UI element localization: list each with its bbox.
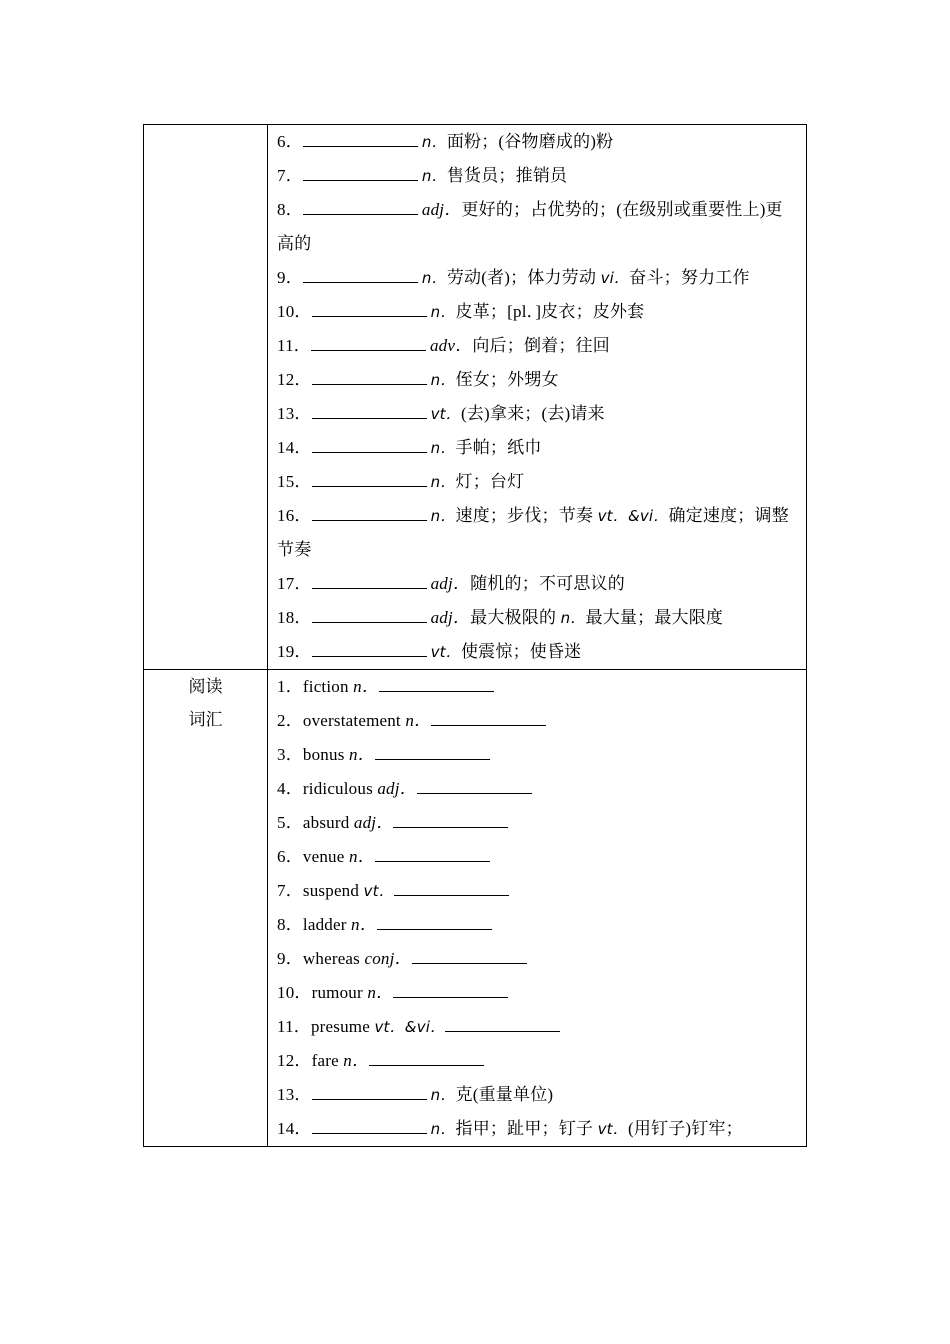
part-of-speech: n． [405, 711, 432, 730]
answer-blank[interactable] [312, 367, 427, 385]
list-item [277, 363, 796, 397]
answer-blank[interactable] [394, 878, 509, 896]
list-item [277, 635, 796, 669]
part-of-speech: n． [421, 133, 447, 151]
item-number: 8． [277, 915, 303, 934]
section-2-entries-cell [268, 670, 807, 1147]
item-number: 16． [277, 506, 312, 525]
list-item [277, 874, 796, 908]
part-of-speech: adj． [421, 200, 462, 219]
item-number: 3． [277, 745, 303, 764]
answer-blank[interactable] [312, 605, 427, 623]
item-number: 6． [277, 847, 303, 866]
answer-blank[interactable] [417, 776, 532, 794]
definition-2: 最大量；最大限度 [585, 608, 724, 627]
answer-blank[interactable] [312, 435, 427, 453]
part-of-speech: adj． [430, 574, 471, 593]
part-of-speech: n． [430, 439, 456, 457]
answer-blank[interactable] [445, 1014, 560, 1032]
vocab-word: suspend [302, 881, 360, 900]
vocab-word: ridiculous [302, 779, 373, 798]
definition: 侄女；外甥女 [455, 370, 559, 389]
vocab-word: absurd [302, 813, 350, 832]
item-number: 2． [277, 711, 303, 730]
item-number: 6． [277, 132, 303, 151]
answer-blank[interactable] [379, 674, 494, 692]
answer-blank[interactable] [431, 708, 546, 726]
part-of-speech: n． [430, 473, 456, 491]
part-of-speech: vt．&vi． [374, 1018, 446, 1036]
definition: 速度；步伐；节奏 [455, 506, 594, 525]
list-item [277, 772, 796, 806]
section-1-entries [277, 125, 796, 669]
answer-blank[interactable] [312, 503, 427, 521]
list-item [277, 1112, 796, 1146]
part-of-speech: n． [430, 303, 456, 321]
part-of-speech-2: vi． [600, 269, 630, 287]
item-number: 4． [277, 779, 303, 798]
answer-blank[interactable] [311, 333, 426, 351]
list-item [277, 670, 796, 704]
item-number: 8． [277, 200, 303, 219]
definition: 手帕；纸巾 [455, 438, 542, 457]
definition: 售货员；推销员 [446, 166, 568, 185]
answer-blank[interactable] [303, 265, 418, 283]
list-item [277, 1044, 796, 1078]
section-1-label-cell [144, 125, 268, 670]
item-number: 18． [277, 608, 312, 627]
definition: 最大极限的 [470, 608, 557, 627]
answer-blank[interactable] [375, 844, 490, 862]
vocab-word: fiction [302, 677, 349, 696]
item-number: 17． [277, 574, 312, 593]
item-number: 14． [277, 1119, 312, 1138]
list-item [277, 1078, 796, 1112]
definition: (去)拿来；(去)请来 [460, 404, 605, 423]
part-of-speech: n． [351, 915, 377, 934]
part-of-speech: n． [343, 1051, 370, 1070]
part-of-speech: adv． [429, 336, 473, 355]
answer-blank[interactable] [393, 980, 508, 998]
item-number: 9． [277, 268, 303, 287]
section-2-entries [277, 670, 796, 1146]
list-item [277, 193, 796, 261]
list-item [277, 908, 796, 942]
definition-2: 奋斗；努力工作 [629, 268, 750, 287]
part-of-speech: vt． [363, 882, 394, 900]
definition: 使震惊；使昏迷 [460, 642, 582, 661]
list-item [277, 840, 796, 874]
vocab-word: overstatement [302, 711, 401, 730]
part-of-speech: n． [421, 269, 447, 287]
list-item [277, 159, 796, 193]
part-of-speech: vt． [430, 643, 461, 661]
definition: 面粉；(谷物磨成的)粉 [446, 132, 614, 151]
definition-2: 确定速度；调整节奏 [277, 506, 789, 559]
section-label-line-2: 词汇 [188, 710, 223, 729]
list-item [277, 125, 796, 159]
definition-2: (用钉子)钉牢； [627, 1119, 743, 1138]
definition: 皮革；[pl．]皮衣；皮外套 [455, 302, 645, 321]
list-item [277, 295, 796, 329]
section-row-2 [144, 670, 807, 1147]
list-item [277, 567, 796, 601]
list-item [277, 465, 796, 499]
answer-blank[interactable] [312, 401, 427, 419]
part-of-speech: adj． [353, 813, 394, 832]
definition: 向后；倒着；往回 [472, 336, 610, 355]
answer-blank[interactable] [312, 1082, 427, 1100]
part-of-speech: n． [353, 677, 380, 696]
part-of-speech: n． [367, 983, 394, 1002]
part-of-speech: conj． [364, 949, 412, 968]
item-number: 9． [277, 949, 303, 968]
part-of-speech: n． [430, 1120, 456, 1138]
answer-blank[interactable] [312, 639, 427, 657]
part-of-speech: n． [430, 1086, 456, 1104]
vocab-word: rumour [311, 983, 363, 1002]
list-item [277, 806, 796, 840]
section-row-1 [144, 125, 807, 670]
section-1-entries-cell [268, 125, 807, 670]
answer-blank[interactable] [312, 571, 427, 589]
item-number: 11． [277, 1017, 311, 1036]
part-of-speech: n． [348, 745, 375, 764]
definition: 指甲；趾甲；钉子 [455, 1119, 594, 1138]
item-number: 12． [277, 1051, 312, 1070]
part-of-speech-2: vt．&vi． [597, 507, 669, 525]
answer-blank[interactable] [393, 810, 508, 828]
item-number: 7． [277, 166, 303, 185]
list-item [277, 499, 796, 567]
definition: 灯；台灯 [455, 472, 525, 491]
item-number: 10． [277, 302, 312, 321]
part-of-speech: adj． [430, 608, 471, 627]
answer-blank[interactable] [303, 197, 418, 215]
definition: 克(重量单位) [455, 1085, 554, 1104]
section-label-line-1: 阅读 [188, 677, 223, 696]
part-of-speech: n． [430, 371, 456, 389]
item-number: 7． [277, 881, 303, 900]
item-number: 14． [277, 438, 312, 457]
vocab-word: presume [310, 1017, 370, 1036]
vocab-word: ladder [302, 915, 347, 934]
part-of-speech: n． [348, 847, 375, 866]
item-number: 19． [277, 642, 312, 661]
answer-blank[interactable] [377, 912, 492, 930]
part-of-speech-2: n． [560, 609, 586, 627]
vocab-word: whereas [302, 949, 360, 968]
item-number: 5． [277, 813, 303, 832]
section-2-label-cell [144, 670, 268, 1147]
list-item [277, 738, 796, 772]
answer-blank[interactable] [369, 1048, 484, 1066]
item-number: 10． [277, 983, 312, 1002]
definition: 随机的；不可思议的 [470, 574, 625, 593]
vocabulary-table [143, 124, 807, 1147]
answer-blank[interactable] [375, 742, 490, 760]
list-item [277, 601, 796, 635]
part-of-speech-2: vt． [597, 1120, 628, 1138]
part-of-speech: vt． [430, 405, 461, 423]
vocab-word: venue [302, 847, 345, 866]
list-item [277, 397, 796, 431]
list-item [277, 431, 796, 465]
part-of-speech: n． [430, 507, 456, 525]
list-item [277, 942, 796, 976]
vocab-word: fare [311, 1051, 339, 1070]
answer-blank[interactable] [312, 469, 427, 487]
item-number: 12． [277, 370, 312, 389]
part-of-speech: adj． [377, 779, 417, 798]
part-of-speech: n． [421, 167, 447, 185]
item-number: 15． [277, 472, 312, 491]
answer-blank[interactable] [303, 129, 418, 147]
answer-blank[interactable] [303, 163, 418, 181]
item-number: 1． [277, 677, 303, 696]
list-item [277, 1010, 796, 1044]
item-number: 11． [277, 336, 311, 355]
list-item [277, 261, 796, 295]
list-item [277, 329, 796, 363]
answer-blank[interactable] [312, 1116, 427, 1134]
answer-blank[interactable] [312, 299, 427, 317]
item-number: 13． [277, 404, 312, 423]
item-number: 13． [277, 1085, 312, 1104]
answer-blank[interactable] [412, 946, 527, 964]
vocab-word: bonus [302, 745, 345, 764]
list-item [277, 704, 796, 738]
definition: 劳动(者)；体力劳动 [446, 268, 597, 287]
list-item [277, 976, 796, 1010]
definition: 更好的；占优势的；(在级别或重要性上)更高的 [277, 200, 783, 253]
